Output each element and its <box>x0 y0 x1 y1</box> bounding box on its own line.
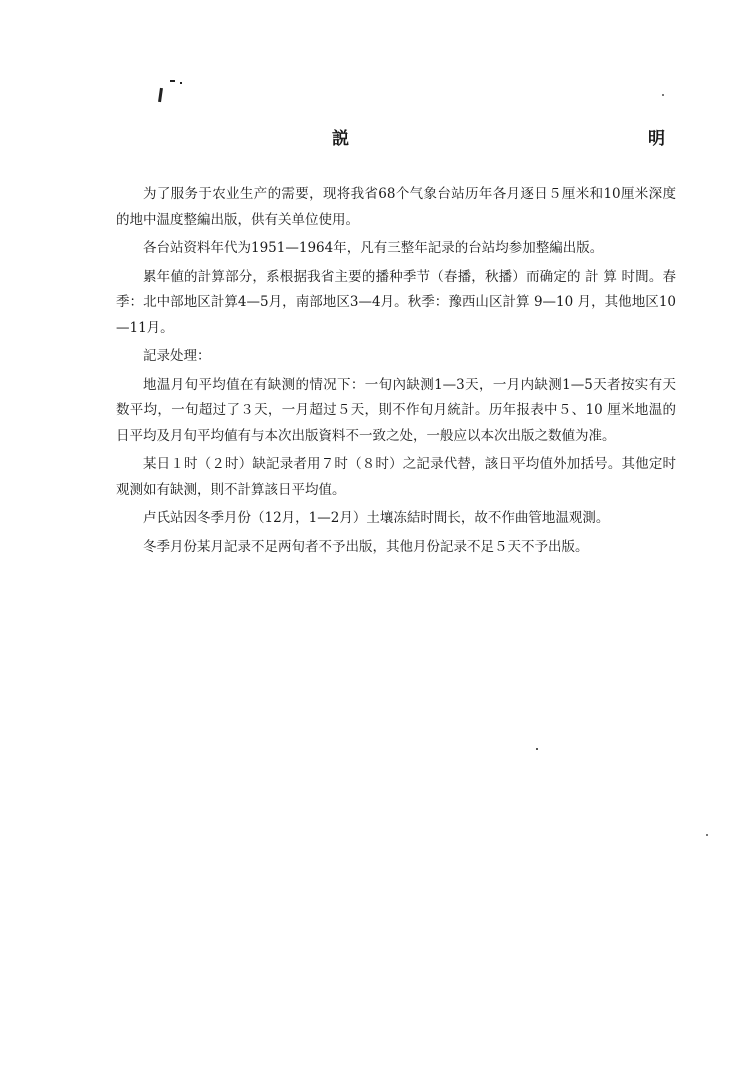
scan-mark <box>180 82 182 84</box>
section-heading-record-processing: 記录处理： <box>143 348 211 364</box>
document-title: 説 明 <box>332 129 727 149</box>
paragraph-lushi-station: 卢氏站因冬季月份（12月，1—2月）土壤冻結时間长，故不作曲管地温观測。 <box>143 510 610 526</box>
paragraph-data-years: 各台站资料年代为1951—1964年，凡有三整年記录的台站均参加整編出版。 <box>143 240 604 256</box>
scan-mark <box>170 80 175 82</box>
scan-speck <box>706 834 708 836</box>
paragraph-substitution: 某日１时（２时）缺記录者用７时（８时）之記录代替，該日平均值外加括号。其他定时观测如有缺测，則不計算該日平均值。 <box>116 456 676 498</box>
paragraph-intro: 为了服务于农业生产的需要，现将我省68个气象台站历年各月逐日５厘米和10厘米深度的地中温度整編出版，供有关单位使用。 <box>116 186 676 228</box>
scan-speck <box>536 748 538 750</box>
paragraph-winter-months: 冬季月份某月記录不足两旬者不予出版，其他月份記录不足５天不予出版。 <box>143 538 589 555</box>
scan-speck <box>662 94 664 96</box>
scan-mark <box>158 88 163 102</box>
document-body <box>116 182 676 563</box>
paragraph-missing-data: 地温月旬平均值在有缺测的情况下：一旬內缺测1—3天，一月内缺测1—5天者按实有天数平均，一旬超过了３天，一月超过５天，則不作旬月統計。历年报表中５、10 厘米地温的日平均及月旬平均値有与本次出版資料不一致之处，一般应以本次出版之数値为准。 <box>116 376 676 444</box>
paragraph-calculation-period: 累年値的計算部分，系根据我省主要的播种季节（春播，秋播）而确定的 計 算 时間。春季：北中部地区計算4—5月，南部地区3—4月。秋季：豫西山区計算 9—10 月，其他地区10—11月。 <box>116 268 676 336</box>
